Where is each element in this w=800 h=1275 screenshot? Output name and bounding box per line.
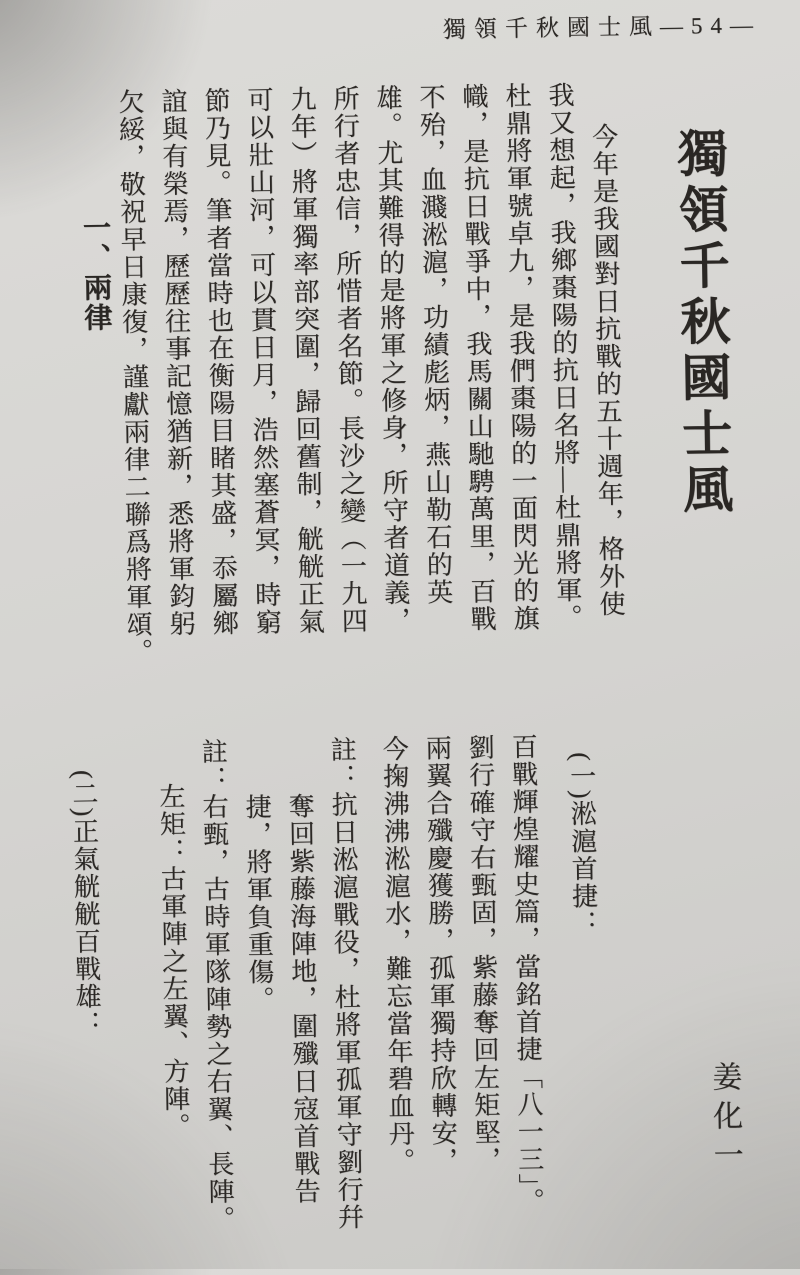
intro-column: 不殆，血濺淞滬，功績彪炳，燕山勒石的英	[415, 83, 453, 607]
subsection-heading-second-poem: (二)正氣觥觥百戰雄：	[68, 769, 102, 1039]
intro-column: 雄。尤其難得的是將軍之修身，所守者道義，	[372, 83, 411, 635]
poem-line: 劉行確守右甄固，紫藤奪回左矩堅，	[464, 733, 501, 1174]
note-line: 捷，將軍負重傷。	[241, 793, 275, 1014]
poem-line: 兩翼合殲慶獲勝，孤軍獨持欣轉安，	[421, 734, 458, 1175]
intro-column: 誼與有榮焉，歷歷往事記憶猶新，悉將軍鈞躬	[157, 87, 196, 638]
intro-column: 節乃見。筆者當時也在衡陽目睹其盛，忝屬鄉	[200, 86, 239, 638]
poem-line: 今掬沸沸淞滬水，難忘當年碧血丹。	[378, 734, 415, 1176]
intro-column: 我又想起，我鄉棗陽的抗日名將—杜鼎將軍。	[544, 81, 583, 632]
subsection-heading-first-poem: (一)淞滬首捷：	[566, 751, 599, 938]
poem-and-notes	[148, 733, 552, 1234]
note-line: 左矩：古軍陣之左翼、方陣。	[155, 782, 191, 1141]
note-line: 註：右甄，古時軍隊陣勢之右翼、長陣。	[197, 737, 235, 1234]
intro-column: 可以壯山河，可以貫日月，浩然塞蒼冥，時窮	[243, 85, 282, 637]
section-heading-two-poems: 一、兩律	[78, 212, 112, 333]
intro-paragraphs	[108, 80, 633, 666]
poem-line: 百戰輝煌耀史篇，當銘首捷「八一三」。	[507, 732, 545, 1216]
page-header: 獨領千秋國士風—54—	[442, 12, 762, 43]
note-line: 註：抗日淞滬戰役，杜將軍孤軍守劉行幷	[326, 735, 364, 1232]
intro-column: 欠綏，敬祝早日康復，謹獻兩律二聯爲將軍頌。	[114, 87, 153, 666]
note-line: 奪回紫藤海陣地，圍殲日寇首戰告	[284, 792, 321, 1206]
intro-column: 幟，是抗日戰爭中，我馬關山馳騁萬里，百戰	[458, 82, 497, 633]
intro-column: 今年是我國對日抗戰的五十週年，格外使	[588, 122, 626, 618]
intro-column: 所行者忠信，所惜者名節。長沙之變（一九四	[329, 84, 368, 635]
author-name: 姜化一	[707, 1060, 742, 1179]
page-title: 獨領千秋國士風	[670, 126, 733, 520]
intro-column: 杜鼎將軍號卓九，是我們棗陽的一面閃光的旗	[501, 81, 540, 633]
intro-column: 九年）將軍獨率部突圍，歸回舊制，觥觥正氣	[286, 85, 325, 636]
